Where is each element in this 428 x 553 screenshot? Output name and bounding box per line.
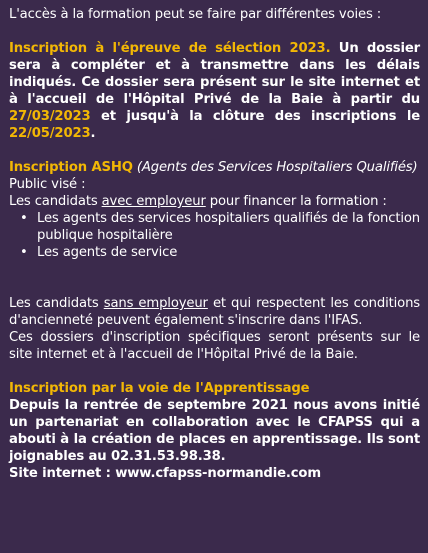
list-item-text: Les agents de service [37,245,178,260]
list-item [9,210,420,244]
selection-heading: Inscription à l'épreuve de sélection 2023. [9,41,331,56]
spacer [9,23,420,40]
list-item-text: Les agents des services hospitaliers qualifiés de la fonction publique hospitalière [37,211,420,243]
selection-date-end: 22/05/2023 [9,126,91,141]
apprentissage-text: Depuis la rentrée de septembre 2021 nous avons initié un partenariat en collaboration avec le CFAPSS qui a abouti à la création de places en apprentissage. Ils sont joignables au 02.31.53.98.38. [9,398,420,464]
ashq-employer-underlined: avec employeur [101,194,206,209]
ashq-heading-line [9,159,420,176]
ashq-public-label: Public visé : [9,177,86,192]
ashq-bullet-list [9,210,420,261]
ashq-no-employer-underlined: sans employeur [103,296,208,311]
selection-date-start: 27/03/2023 [9,109,91,124]
bullet-glyph: • [20,245,28,260]
bullet-glyph: • [20,211,28,226]
ashq-employer-post: pour financer la formation : [205,194,387,209]
intro-text: L'accès à la formation peut se faire par différentes voies : [9,7,382,22]
ashq-heading: Inscription ASHQ [9,160,133,175]
spacer [9,261,420,278]
apprentissage-site-line [9,465,420,482]
ashq-heading-italic: (Agents des Services Hospitaliers Qualifiés) [132,160,418,175]
selection-text-1: Un dossier sera à compléter et à transmettre dans les délais indiqués. Ce dossier sera présent sur le site internet et à l'accueil de l'Hôpital Privé de la Baie à partir du [9,41,420,107]
ashq-no-employer-pre: Les candidats [9,296,104,311]
ashq-specific-paragraph: Ces dossiers d'inscription spécifiques seront présents sur le site internet et à l'accueil de l'Hôpital Privé de la Baie. [9,330,420,362]
site-label: Site internet : [9,466,116,481]
site-url-link[interactable]: www.cfapss-normandie.com [115,466,321,481]
list-item [9,244,420,261]
apprentissage-heading: Inscription par la voie de l'Apprentissage [9,381,310,396]
ashq-no-employer-paragraph [9,295,420,329]
spacer [9,363,420,380]
spacer [9,142,420,159]
ashq-no-employer-post: et qui respectent les conditions d'ancienneté peuvent également s'inscrire dans l'IFAS. [9,296,420,328]
ashq-employer-pre: Les candidats [9,194,102,209]
ashq-employer-line [9,193,420,210]
spacer [9,278,420,295]
selection-text-2: et jusqu'à la clôture des inscriptions le [90,109,420,124]
selection-text-3: . [90,126,96,141]
selection-paragraph [9,40,420,142]
